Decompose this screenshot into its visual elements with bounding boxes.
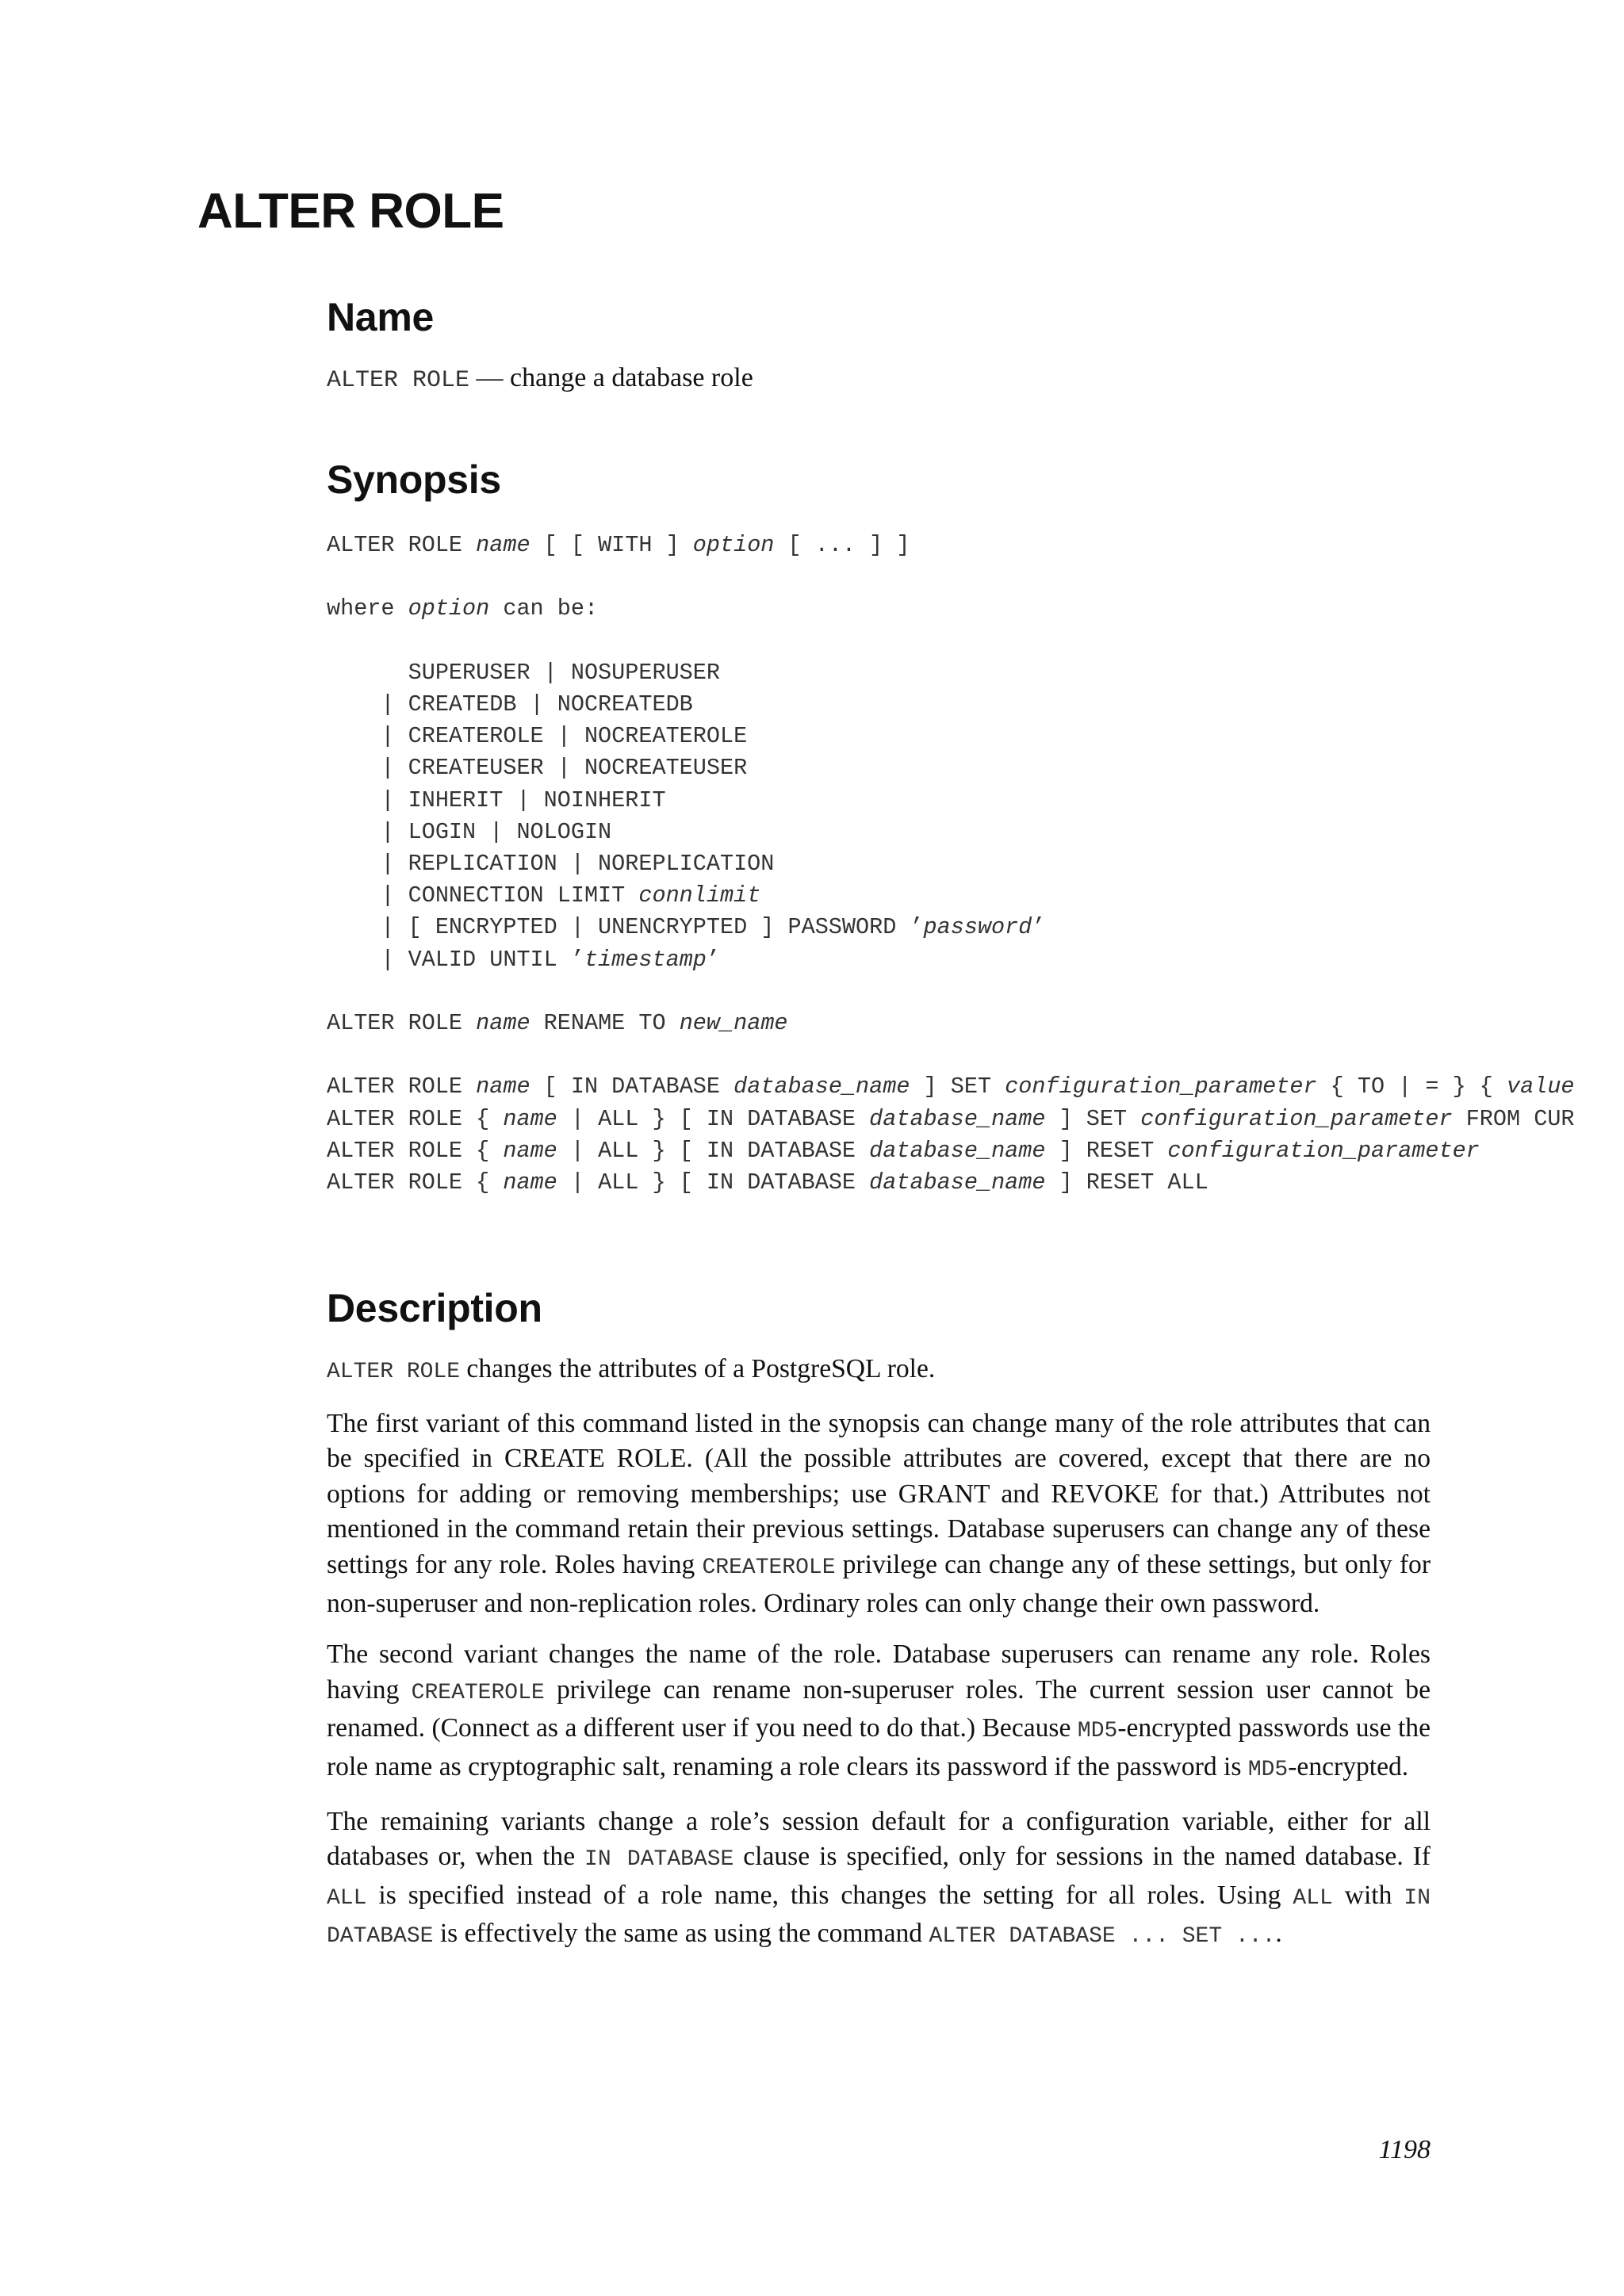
inline-code: IN DATABASE	[584, 1847, 734, 1873]
description-paragraph-4	[327, 1804, 1431, 1955]
inline-code: CREATEROLE	[411, 1680, 545, 1705]
page-title: ALTER ROLE	[197, 184, 504, 239]
name-line	[327, 361, 1431, 398]
inline-code: IN DATABASE	[327, 1885, 1431, 1950]
inline-code: ALL	[1293, 1885, 1333, 1911]
page-number: 1198	[1378, 2135, 1431, 2164]
paragraph-text: privilege can change any of these settings, but only for non-superuser and non-replication roles. Ordinary roles can only change their own password.	[327, 1549, 1431, 1618]
description-heading: Description	[327, 1286, 542, 1330]
paragraph-text: .	[1275, 1919, 1282, 1949]
paragraph-text: The remaining variants change a role’s session default for a configuration variable, either for all databases or, when the	[327, 1806, 1431, 1872]
synopsis-code-block: ALTER ROLE name [ [ WITH ] option [ ... ] ] where option can be: SUPERUSER | NOSUPERUSER | CREATEDB | NOCREATEDB | CREATEROLE | NOCREATEROLE | CREATEUSER | NOCREATEUSER | INHERIT | NOINHERIT | LOGIN | NOLOGIN | REPLICATION | NOREPLICATION | CONNECTION LIMIT connlimit | [ ENCRYPTED | UNENCRYPTED ] PASSWORD ’password’ | VALID UNTIL ’timestamp’ ALTER ROLE name RENAME TO new_name ALTER ROLE name [ IN DATABASE database_name ] SET configuration_parameter { TO | = } { value ALTER ROLE { name | ALL } [ IN DATABASE database_name ] SET configuration_parameter FROM CUR ALTER ROLE { name | ALL } [ IN DATABASE database_name ] RESET configuration_parameter ALTER ROLE { name | ALL } [ IN DATABASE database_name ] RESET ALL	[327, 532, 1575, 1196]
paragraph-text: The first variant of this command listed in the synopsis can change many of the role attributes that can be specified in CREATE ROLE. (All the possible attributes are covered, except that there are no options for adding or removing memberships; use GRANT and REVOKE for that.) Attributes not mentioned in the command retain their previous settings. Database superusers can change any of these settings for any role. Roles having	[327, 1408, 1431, 1579]
inline-code: ALTER DATABASE ... SET ...	[929, 1924, 1276, 1950]
paragraph-text: -encrypted passwords use the role name as cryptographic salt, renaming a role clears its password if the password is	[327, 1713, 1431, 1781]
description-section	[327, 1280, 1431, 1971]
name-command: ALTER ROLE	[327, 367, 470, 394]
description-paragraph-2	[327, 1406, 1431, 1622]
paragraph-text: clause is specified, only for sessions in the named database. If	[733, 1842, 1431, 1872]
inline-code: CREATEROLE	[702, 1555, 836, 1580]
description-paragraph-3	[327, 1637, 1431, 1788]
name-heading: Name	[327, 295, 434, 339]
inline-code: MD5	[1247, 1757, 1289, 1782]
paragraph-text: is specified instead of a role name, this changes the setting for all roles. Using	[366, 1880, 1293, 1910]
paragraph-text: changes the attributes of a PostgreSQL role.	[460, 1354, 936, 1383]
paragraph-text: -encrypted.	[1288, 1751, 1409, 1781]
synopsis-heading: Synopsis	[327, 457, 501, 502]
name-section	[327, 289, 1431, 398]
name-summary: — change a database role	[469, 363, 753, 392]
synopsis-section	[327, 452, 1575, 1199]
paragraph-text: privilege can rename non-superuser roles. The current session user cannot be renamed. (Connect as a different user if you need to do that.) Because	[327, 1674, 1431, 1743]
paragraph-text: The second variant changes the name of the role. Database superusers can rename any role. Roles having	[327, 1640, 1431, 1705]
paragraph-text: with	[1332, 1880, 1404, 1910]
paragraph-text: is effectively the same as using the command	[433, 1919, 929, 1949]
inline-code: ALTER ROLE	[327, 1360, 461, 1384]
description-paragraph-1	[327, 1352, 1431, 1391]
inline-code: MD5	[1077, 1719, 1118, 1744]
inline-code: ALL	[327, 1885, 367, 1911]
